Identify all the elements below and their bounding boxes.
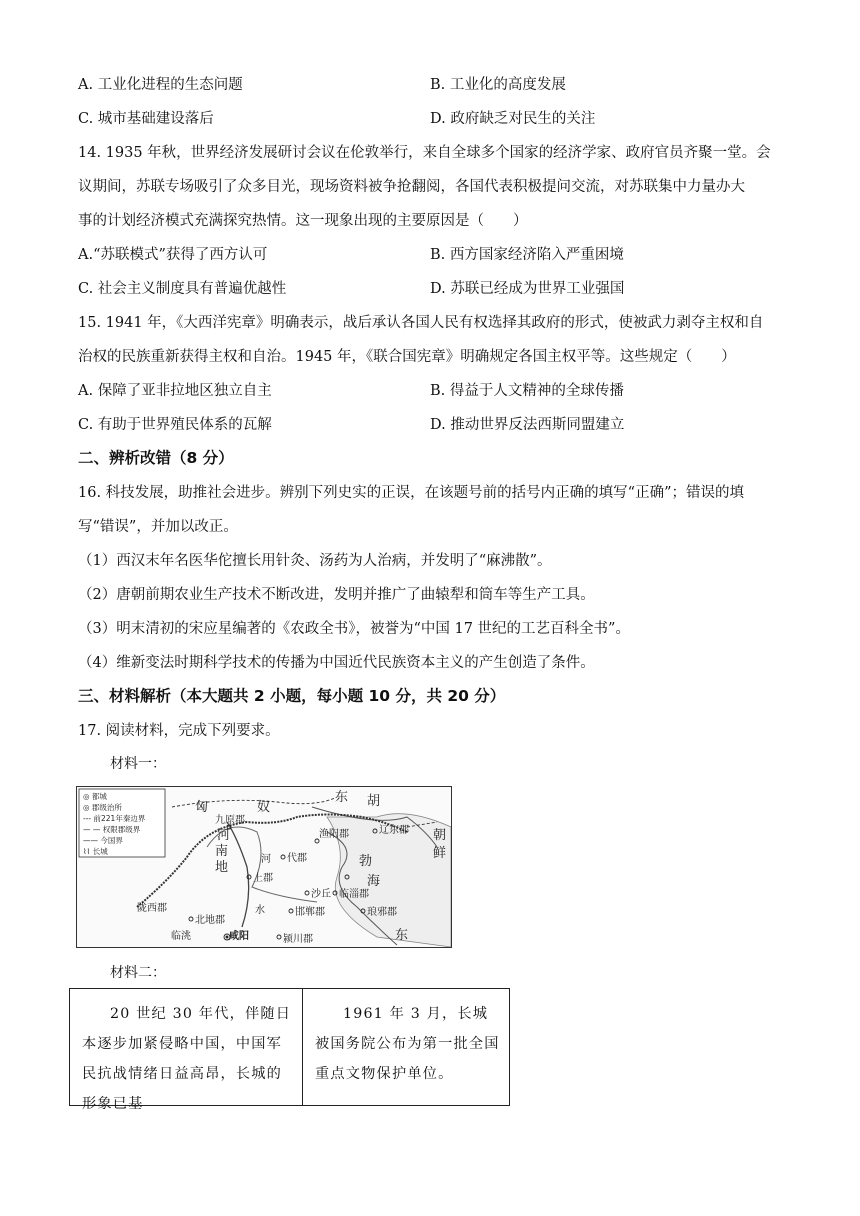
q15-stem-line2: 治权的民族重新获得主权和自治。1945 年，《联合国宪章》明确规定各国主权平等。这些规定（ ） (78, 349, 736, 365)
q14-options-row2 (78, 277, 778, 297)
map-label: 勃 (359, 854, 373, 869)
map-label: 河 (217, 828, 231, 843)
legend-item: —— 今国界 (83, 836, 123, 845)
material2-table (69, 988, 510, 1112)
map-label: 辽东郡 (379, 825, 409, 836)
map-label: 南 (215, 844, 229, 859)
q17-stem: 17. 阅读材料，完成下列要求。 (78, 723, 280, 739)
legend-item: ◎ 都城 (83, 792, 107, 801)
map-label: 琅邪郡 (367, 907, 397, 918)
map-label: 东 (335, 790, 349, 805)
map-label: 地 (215, 860, 229, 875)
map-label: 东 (395, 928, 409, 943)
q16-stem-line2: 写“错误”，并加以改正。 (78, 519, 238, 535)
map-label: 水 (255, 905, 265, 916)
map-label: 陇西郡 (137, 903, 167, 914)
map-label: 海 (367, 874, 381, 889)
map-label: 胡 (367, 794, 381, 809)
option-b[interactable]: B. 工业化的高度发展 (430, 77, 566, 93)
option-b[interactable]: B. 得益于人文精神的全球传播 (430, 383, 624, 399)
q16-stem-line1: 16. 科技发展，助推社会进步。辨别下列史实的正误，在该题号前的括号内正确的填写“正确”；错误的填 (78, 485, 744, 501)
option-a[interactable]: A. 保障了亚非拉地区独立自主 (78, 383, 272, 399)
map-label: 奴 (257, 800, 271, 815)
option-d[interactable]: D. 苏联已经成为世界工业强国 (430, 281, 625, 297)
option-d[interactable]: D. 政府缺乏对民生的关注 (430, 111, 596, 127)
material2-label: 材料二： (110, 965, 166, 981)
legend-item: — — 权限郡级界 (83, 825, 141, 834)
option-c[interactable]: C. 社会主义制度具有普遍优越性 (78, 281, 287, 297)
option-d[interactable]: D. 推动世界反法西斯同盟建立 (430, 417, 625, 433)
q16-statement-4: （4）维新变法时期科学技术的传播为中国近代民族资本主义的产生创造了条件。 (78, 655, 595, 671)
legend-item: ⌇⌇ 长城 (83, 847, 108, 856)
section-heading-3: 三、材料解析（本大题共 2 小题，每小题 10 分，共 20 分） (78, 687, 506, 705)
option-c[interactable]: C. 城市基础建设落后 (78, 111, 214, 127)
map-label: 鲜 (433, 846, 447, 861)
q15-options-row2 (78, 413, 778, 433)
material2-right-cell (303, 989, 509, 1105)
material2-left-cell (70, 989, 303, 1112)
map-label: 邯郸郡 (295, 907, 325, 918)
q16-statement-3: （3）明末清初的宋应星编著的《农政全书》，被誉为“中国 17 世纪的工艺百科全书”。 (78, 621, 630, 637)
map-label: 颍川郡 (283, 934, 313, 945)
option-a[interactable]: A.“苏联模式”获得了西方认可 (78, 247, 268, 263)
material2-right-text: 1961 年 3 月，长城被国务院公布为第一批全国重点文物保护单位。 (315, 1006, 500, 1082)
map-label: 上郡 (253, 873, 273, 884)
section-heading-2: 二、辨析改错（8 分） (78, 449, 234, 467)
q14-stem-line1: 14. 1935 年秋，世界经济发展研讨会议在伦敦举行，来自全球多个国家的经济学家、政府官员齐聚一堂。会 (78, 145, 771, 161)
option-b[interactable]: B. 西方国家经济陷入严重困境 (430, 247, 624, 263)
q14-options-row1 (78, 243, 778, 263)
qin-dynasty-map (76, 786, 452, 948)
map-label: 北地郡 (195, 915, 225, 926)
q15-options-row1 (78, 379, 778, 399)
q15-stem-line1: 15. 1941 年，《大西洋宪章》明确表示，战后承认各国人民有权选择其政府的形式，使被武力剥夺主权和自 (78, 315, 764, 331)
option-a[interactable]: A. 工业化进程的生态问题 (78, 77, 243, 93)
option-c[interactable]: C. 有助于世界殖民体系的瓦解 (78, 417, 272, 433)
map-label: 朝 (433, 828, 447, 843)
map-label: 临淄郡 (339, 889, 369, 900)
map-label: 代郡 (287, 853, 307, 864)
map-label: 渔阳郡 (319, 829, 349, 840)
map-graphic (77, 787, 451, 947)
map-label: 咸阳 (229, 931, 249, 942)
q16-statement-1: （1）西汉末年名医华佗擅长用针灸、汤药为人治病，并发明了“麻沸散”。 (78, 553, 552, 569)
legend-item: --- 前221年秦边界 (83, 814, 146, 823)
material2-left-text: 20 世纪 30 年代，伴随日本逐步加紧侵略中国，中国军民抗战情绪日益高昂，长城的形象已基 (82, 1006, 292, 1112)
q13-options-row1 (78, 73, 778, 93)
map-label: 河 (261, 854, 271, 865)
map-label: 九原郡 (215, 815, 245, 826)
material1-label: 材料一： (110, 756, 166, 772)
q16-statement-2: （2）唐朝前期农业生产技术不断改进，发明并推广了曲辕犁和筒车等生产工具。 (78, 587, 595, 603)
map-label: 匈 (195, 800, 209, 815)
q13-options-row2 (78, 107, 778, 127)
q14-stem-line2: 议期间，苏联专场吸引了众多目光，现场资料被争抢翻阅，各国代表积极提问交流，对苏联集中力量办大 (78, 179, 745, 195)
q14-stem-line3: 事的计划经济模式充满探究热情。这一现象出现的主要原因是（ ） (78, 213, 528, 229)
map-label: 沙丘 (311, 889, 331, 900)
legend-item: ◎ 郡级治所 (83, 803, 122, 812)
map-label: 临洮 (171, 931, 191, 942)
